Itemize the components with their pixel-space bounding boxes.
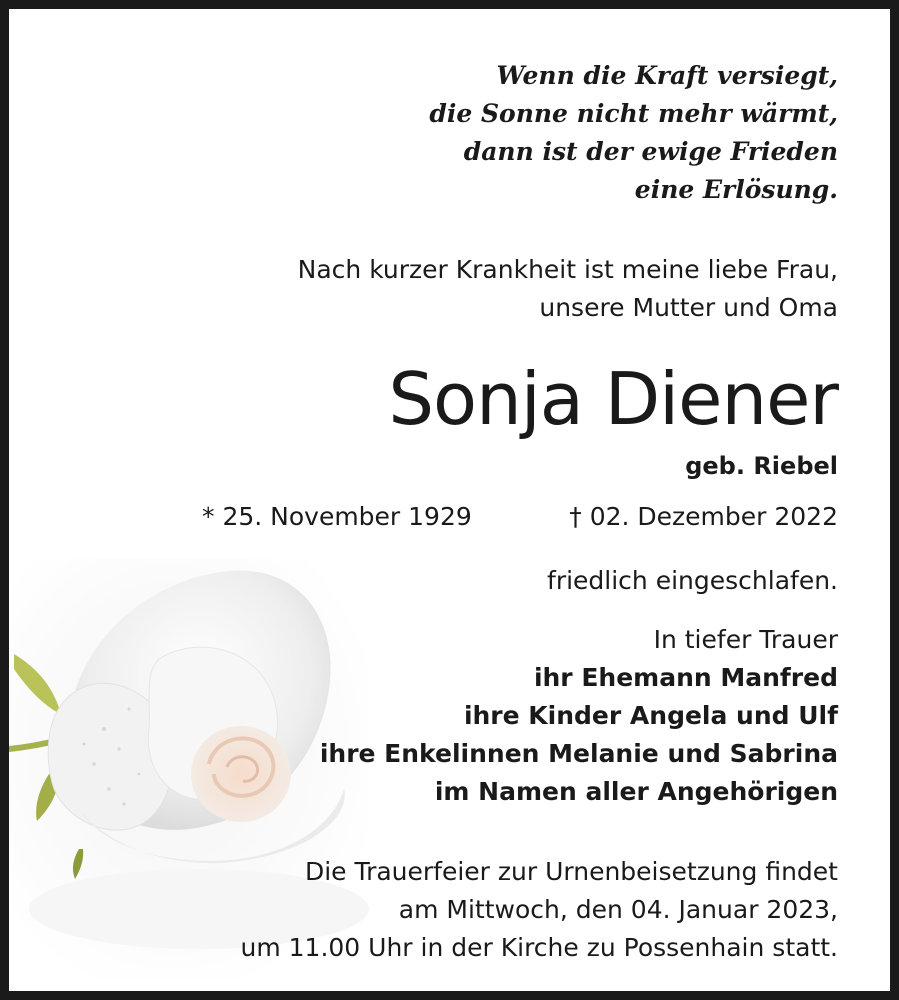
service-line: am Mittwoch, den 04. Januar 2023,	[398, 895, 838, 924]
mourner-line: im Namen aller Angehörigen	[434, 777, 838, 806]
maiden-name: geb. Riebel	[685, 452, 838, 480]
mourner-line: ihre Enkelinnen Melanie und Sabrina	[319, 739, 838, 768]
passing-note: friedlich eingeschlafen.	[547, 566, 838, 595]
motto-line: die Sonne nicht mehr wärmt,	[429, 99, 838, 128]
mourning-intro: In tiefer Trauer	[653, 625, 838, 654]
deceased-name: Sonja Diener	[388, 357, 838, 441]
intro-line: Nach kurzer Krankheit ist meine liebe Frau,	[297, 255, 838, 284]
intro-line: unsere Mutter und Oma	[539, 293, 838, 322]
mourner-line: ihr Ehemann Manfred	[533, 663, 838, 692]
motto-line: dann ist der ewige Frieden	[463, 137, 838, 166]
mourner-line: ihre Kinder Angela und Ulf	[463, 701, 838, 730]
motto-verse	[429, 57, 838, 209]
motto-line: Wenn die Kraft versiegt,	[496, 61, 838, 90]
birth-date: * 25. November 1929	[202, 502, 472, 531]
service-info	[241, 853, 839, 967]
service-line: um 11.00 Uhr in der Kirche zu Possenhain statt.	[240, 933, 838, 962]
motto-line: eine Erlösung.	[634, 175, 838, 204]
death-date: † 02. Dezember 2022	[569, 502, 838, 531]
intro-text	[298, 251, 838, 327]
service-line: Die Trauerfeier zur Urnenbeisetzung findet	[304, 857, 838, 886]
mourners-block	[320, 621, 838, 811]
